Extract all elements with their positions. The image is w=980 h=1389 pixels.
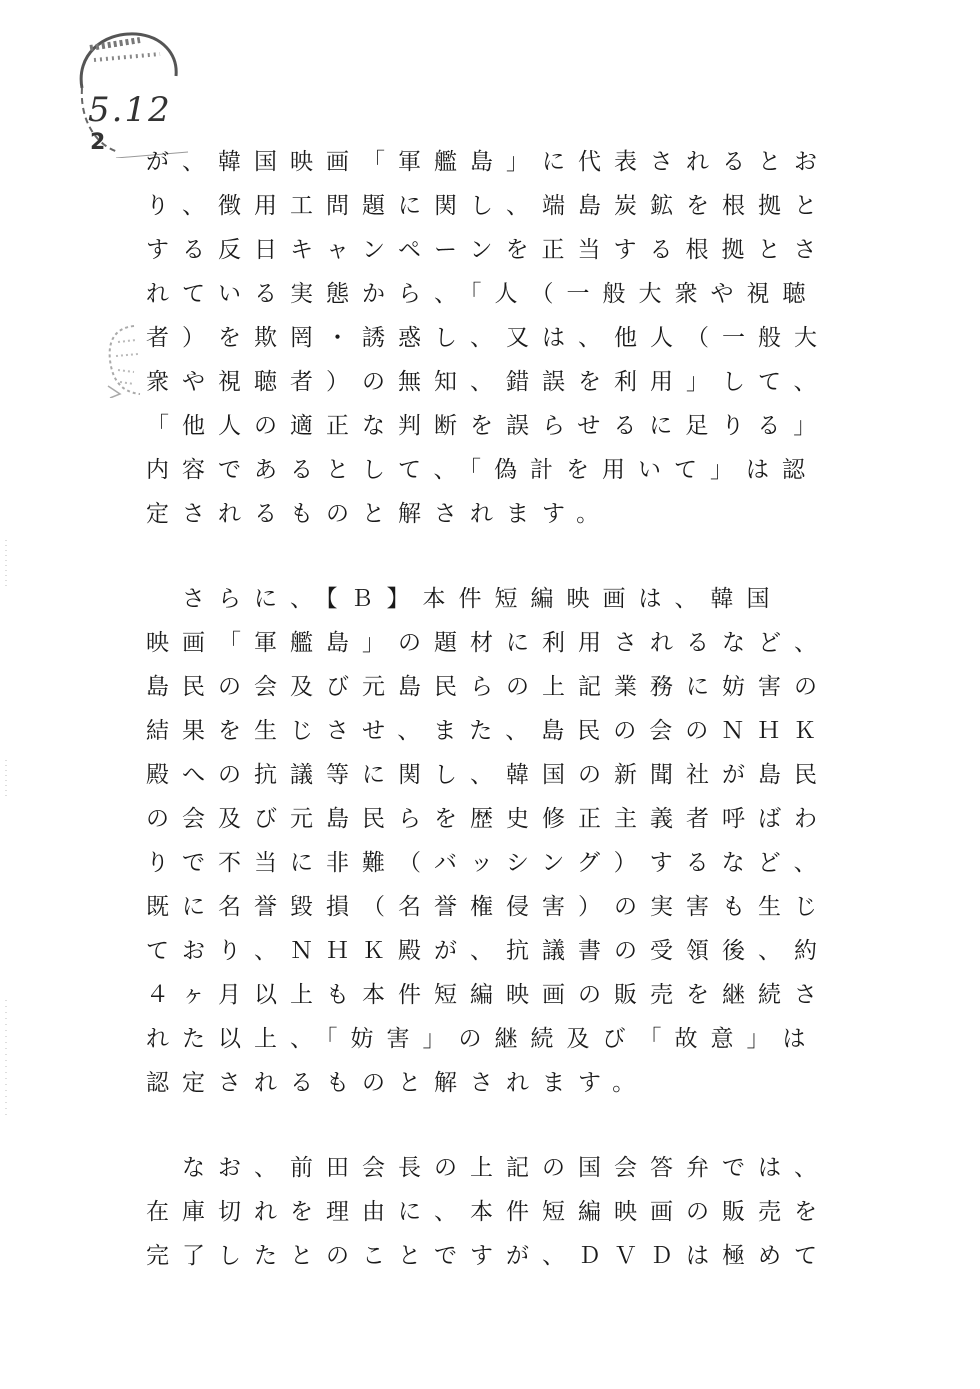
text-line: さらに、【Ｂ】本件短編映画は、韓国: [146, 586, 783, 612]
text-line: の会及び元島民らを歴史修正主義者呼ばわ: [146, 806, 830, 832]
paragraph: [146, 577, 846, 1105]
text-line: 殿への抗議等に関し、韓国の新聞社が島民: [146, 762, 830, 788]
stamp-date: 5.12: [88, 90, 172, 130]
text-line: 在庫切れを理由に、本件短編映画の販売を: [146, 1199, 830, 1225]
seal-icon: [104, 322, 148, 398]
text-line: 既に名誉毀損（名誉権侵害）の実害も生じ: [146, 894, 830, 920]
text-line: り、徴用工問題に関し、端島炭鉱を根拠と: [146, 193, 830, 219]
text-line: 結果を生じさせ、また、島民の会のＮＨＫ: [146, 718, 830, 744]
text-line: する反日キャンペーンを正当する根拠とさ: [146, 237, 830, 263]
text-line: 認定されるものと解されます。: [146, 1070, 649, 1096]
reception-stamp: [70, 28, 190, 158]
text-line: 「他人の適正な判断を誤らせるに足りる」: [146, 413, 830, 439]
text-line: 映画「軍艦島」の題材に利用されるなど、: [146, 630, 830, 656]
text-line: 完了したとのことですが、ＤＶＤは極めて: [146, 1243, 830, 1269]
text-line: 衆や視聴者）の無知、錯誤を利用」して、: [146, 369, 830, 395]
text-line: りで不当に非難（バッシング）するなど、: [146, 850, 830, 876]
margin-binding-marks: [0, 0, 14, 1385]
text-line: なお、前田会長の上記の国会答弁では、: [146, 1155, 830, 1181]
text-line: れている実態から、「人（一般大衆や視聴: [146, 281, 819, 307]
paragraph-gap: [146, 1105, 846, 1146]
text-line: 定されるものと解されます。: [146, 501, 613, 527]
text-line: 者）を欺罔・誘惑し、又は、他人（一般大: [146, 325, 830, 351]
side-seal: [104, 322, 148, 398]
body-text: [146, 140, 846, 1278]
text-line: れた以上、「妨害」の継続及び「故意」は: [146, 1026, 819, 1052]
paragraph-gap: [146, 536, 846, 577]
text-line: ており、ＮＨＫ殿が、抗議書の受領後、約: [146, 938, 830, 964]
text-line: が、韓国映画「軍艦島」に代表されるとお: [146, 149, 830, 175]
paragraph: [146, 140, 846, 536]
text-line: 島民の会及び元島民らの上記業務に妨害の: [146, 674, 830, 700]
text-line: ４ヶ月以上も本件短編映画の販売を継続さ: [146, 982, 830, 1008]
stamp-number: 2: [90, 130, 106, 155]
paragraph: [146, 1146, 846, 1278]
text-line: 内容であるとして、「偽計を用いて」は認: [146, 457, 819, 483]
